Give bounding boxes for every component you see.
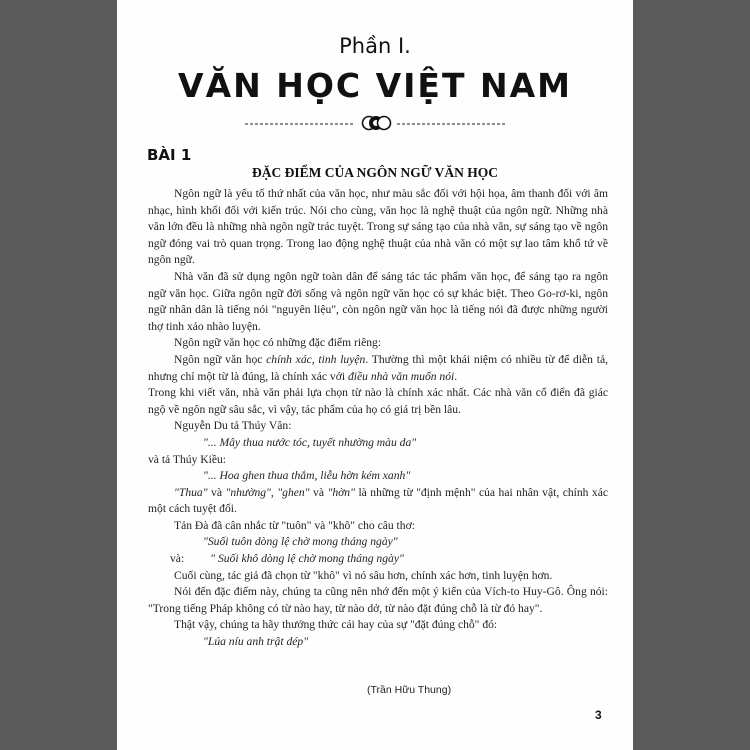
verse-quote: "Lúa níu anh trật dép" <box>203 635 309 649</box>
section-heading: ĐẶC ĐIỂM CỦA NGÔN NGỮ VĂN HỌC <box>252 165 498 180</box>
paragraph: Ngôn ngữ văn học có những đặc điểm riêng: <box>174 336 382 350</box>
verse-quote-with-prefix <box>148 551 608 568</box>
text-span: là những từ "định mệnh" của hai nhân vật, chính xác một cách tuyệt đối. <box>148 485 609 516</box>
paragraph: Nói đến đặc điểm này, chúng ta cũng nên nhớ đến một ý kiến của Vích-to Huy-Gô. Ông nói: "Trong tiếng Pháp không có từ nào hay, từ nào dở, từ nào đặt đúng chỗ là từ đó hay". <box>148 585 608 615</box>
quoted-word: "nhường" <box>225 485 271 499</box>
paragraph: Trong khi viết văn, nhà văn phải lựa chọn từ nào là chính xác nhất. Các nhà văn cổ điển đã giác ngộ về ngôn ngữ sâu sắc, vì vậy, tác phẩm của họ có giá trị bền lâu. <box>148 386 608 416</box>
text-span: . Thường thì một khái niệm có nhiều từ để diễn tả, nhưng chỉ một từ là đúng, là chính xác với <box>148 352 608 383</box>
paragraph-fate-words <box>148 485 608 518</box>
right-margin-band <box>633 0 750 750</box>
quoted-word: "ghen" <box>277 485 310 499</box>
left-margin-band <box>0 0 117 750</box>
quoted-word: "hờn" <box>327 485 355 499</box>
paragraph: Ngôn ngữ là yếu tố thứ nhất của văn học, như màu sắc đối với hội họa, âm thanh đối với âm nhạc, hình khối đối với kiến trúc. Nói cho cùng, văn học là nghệ thuật của ngôn ngữ. Những nhà văn lớn đều là những nhà ngôn ngữ trác tuyệt. Trong sự sáng tạo của nhà văn, sự sáng tạo về ngôn ngữ đóng vai trò quan trọng. Trong lao động nghệ thuật của nhà văn có một sự lao tâm khổ tứ về ngôn ngữ. <box>148 187 608 267</box>
paragraph-precise <box>148 352 608 385</box>
part-label: Phần I. <box>339 34 411 58</box>
paragraph: Nguyễn Du tả Thúy Vân: <box>174 419 292 433</box>
text-span: . <box>454 369 458 383</box>
text-span: và <box>207 485 226 499</box>
italic-phrase: chính xác, tinh luyện <box>266 352 366 366</box>
paragraph: Cuối cùng, tác giả đã chọn từ "khô" vì nó sâu hơn, chính xác hơn, tinh luyện hơn. <box>174 568 553 582</box>
book-page <box>117 0 633 750</box>
body-text <box>148 186 608 651</box>
text-span: Ngôn ngữ văn học <box>174 352 267 366</box>
page-title: VĂN HỌC VIỆT NAM <box>178 66 572 105</box>
verse-quote: " Suối khô dòng lệ chờ mong tháng ngày" <box>210 552 404 566</box>
text-span: và <box>309 485 328 499</box>
lesson-label: BÀI 1 <box>147 146 192 164</box>
quote-credit: (Trần Hữu Thung) <box>367 684 452 696</box>
verse-quote: "Suối tuôn dòng lệ chờ mong tháng ngày" <box>203 535 398 549</box>
quoted-word: "Thua" <box>174 485 208 499</box>
paragraph: Thật vậy, chúng ta hãy thưởng thức cái hay của sự "đặt đúng chỗ" đó: <box>174 618 498 632</box>
verse-quote: "... Mây thua nước tóc, tuyết nhường màu da" <box>203 435 417 449</box>
paragraph: Nhà văn đã sử dụng ngôn ngữ toàn dân để sáng tác tác phẩm văn học, để sáng tạo ra ngôn ngữ văn học. Giữa ngôn ngữ đời sống và ngôn ngữ văn học có sự khác biệt. Theo Go-rơ-ki, ngôn ngữ nhân dân là tiếng nói "nguyên liệu", còn ngôn ngữ văn học là tiếng nói đã được những người thợ tinh xảo nhào luyện. <box>148 269 608 333</box>
paragraph: và tả Thúy Kiều: <box>148 452 227 466</box>
page-number: 3 <box>595 708 602 722</box>
text-span: và: <box>170 552 185 566</box>
ornament-divider <box>245 113 505 133</box>
italic-phrase: điều nhà văn muốn nói <box>347 369 455 383</box>
paragraph: Tản Đà đã cân nhắc từ "tuôn" và "khô" cho câu thơ: <box>174 518 415 532</box>
verse-quote: "... Hoa ghen thua thắm, liễu hờn kém xanh" <box>203 469 411 483</box>
text-span: , <box>270 485 278 499</box>
